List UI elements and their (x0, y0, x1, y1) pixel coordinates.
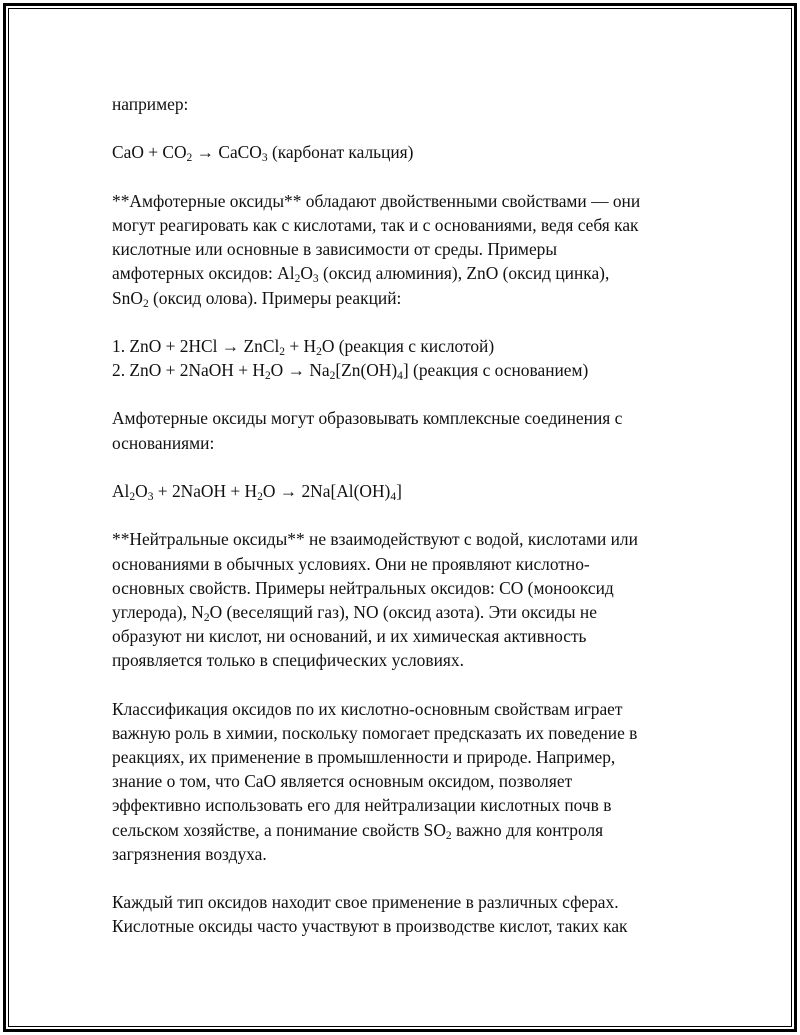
text-line: углерода), $N_2O$ (веселящий газ), NO (оксид азота). Эти оксиды не (112, 601, 597, 625)
text-line: Кислотные оксиды часто участвуют в производстве кислот, таких как (112, 916, 628, 937)
paragraph-gap (112, 310, 682, 334)
paragraph-gap (112, 866, 682, 890)
paragraph-gap (112, 382, 682, 406)
text-line: 1. ZnO + 2HCl → ZnCl$_2$ + $H_2O$ (реакция с кислотой) (112, 335, 495, 359)
document-body (112, 92, 682, 939)
text-line: знание о том, что CaO является основным оксидом, позволяет (112, 771, 573, 792)
text-line: могут реагировать как с кислотами, так и с основаниями, ведя себя как (112, 214, 639, 235)
text-line: 2. ZnO + 2NaOH + $H_2O \to Na_2[Zn(OH)_4]$ (реакция с основанием) (112, 360, 589, 383)
paragraph-gap (112, 116, 682, 140)
text-line: основаниями: (112, 432, 215, 453)
text-line: загрязнения воздуха. (112, 843, 267, 864)
text-line: реакциях, их применение в промышленности и природе. Например, (112, 747, 616, 768)
text-line: сельском хозяйстве, а понимание свойств $SO_2$ важно для контроля (112, 819, 604, 842)
paragraph-gap (112, 503, 682, 527)
paragraph-gap (112, 455, 682, 479)
text-line: например: (112, 94, 189, 114)
text-line: $Al_2O_3$ + 2NaOH + $H_2O \to 2Na[Al(OH)_4]$ (112, 481, 402, 504)
text-line: кислотные или основные в зависимости от среды. Примеры (112, 239, 558, 260)
paragraph-gap (112, 165, 682, 189)
text-line: важную роль в химии, поскольку помогает предсказать их поведение в (112, 722, 638, 743)
text-line: CaO + $CO_2$ → CaCO$_3$ (карбонат кальция) (112, 142, 414, 165)
text-line: **Амфотерные оксиды** обладают двойственными свойствами — они (112, 190, 641, 211)
text-line: Амфотерные оксиды могут образовывать комплексные соединения с (112, 408, 623, 429)
text-line: образуют ни кислот, ни оснований, и их химическая активность (112, 626, 587, 647)
text-line: Каждый тип оксидов находит свое применение в различных сферах. (112, 892, 619, 913)
text-line: **Нейтральные оксиды** не взаимодействуют с водой, кислотами или (112, 529, 638, 550)
text-line: основаниями в обычных условиях. Они не проявляют кислотно- (112, 553, 590, 574)
text-line: эффективно использовать его для нейтрализации кислотных почв в (112, 795, 612, 816)
text-line: SnO$_2$ (оксид олова). Примеры реакций: (112, 287, 402, 310)
text-line: Классификация оксидов по их кислотно-основным свойствам играет (112, 698, 623, 719)
text-line: проявляется только в специфических условиях. (112, 650, 464, 671)
text-line: основных свойств. Примеры нейтральных оксидов: CO (монооксид (112, 577, 614, 598)
paragraph-gap (112, 673, 682, 697)
text-line: амфотерных оксидов: $Al_2O_3$ (оксид алюминия), ZnO (оксид цинка), (112, 263, 610, 286)
